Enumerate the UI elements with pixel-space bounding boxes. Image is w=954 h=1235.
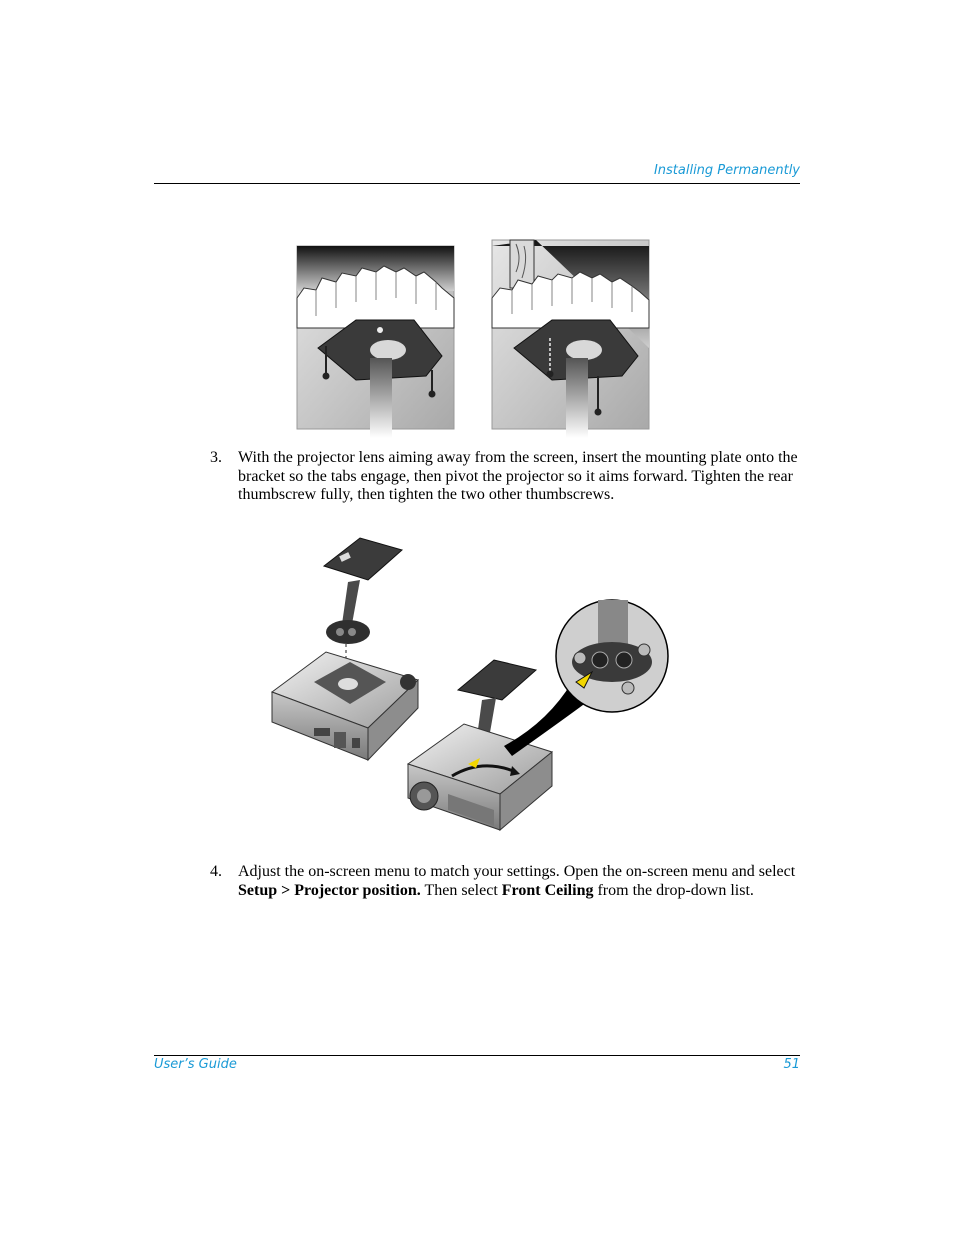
drywall-mount-illustration xyxy=(297,246,454,438)
thumbscrew-detail-callout xyxy=(556,600,668,712)
footer-guide-title: User’s Guide xyxy=(154,1057,237,1072)
projector-left xyxy=(272,652,418,760)
step-4 xyxy=(210,863,800,923)
step-number: 3. xyxy=(210,449,222,466)
menu-path-bold: Setup > Projector position. xyxy=(238,881,421,899)
step-text: With the projector lens aiming away from the screen, insert the mounting plate onto the bracket so the tabs engage, then pivot the projector so it aims forward. Tighten the rear thumbscrew fully, then tighten the two other thumbscrews. xyxy=(238,449,798,503)
option-bold: Front Ceiling xyxy=(501,881,594,899)
projector-mount-figure xyxy=(268,532,672,836)
step-text-part: from the drop-down list. xyxy=(593,881,754,899)
footer-rule xyxy=(154,1055,800,1056)
step-text-part: Adjust the on-screen menu to match your settings. Open the on-screen menu and select xyxy=(238,863,796,880)
page-number: 51 xyxy=(783,1057,800,1072)
running-head: Installing Permanently xyxy=(653,163,800,178)
joist-mount-illustration xyxy=(492,240,649,438)
step-3 xyxy=(210,449,800,509)
ceiling-mount-figure xyxy=(296,238,656,438)
header-rule xyxy=(154,183,800,184)
step-number: 4. xyxy=(210,863,222,880)
step-text xyxy=(238,863,800,900)
step-text-part: Then select xyxy=(420,881,502,899)
